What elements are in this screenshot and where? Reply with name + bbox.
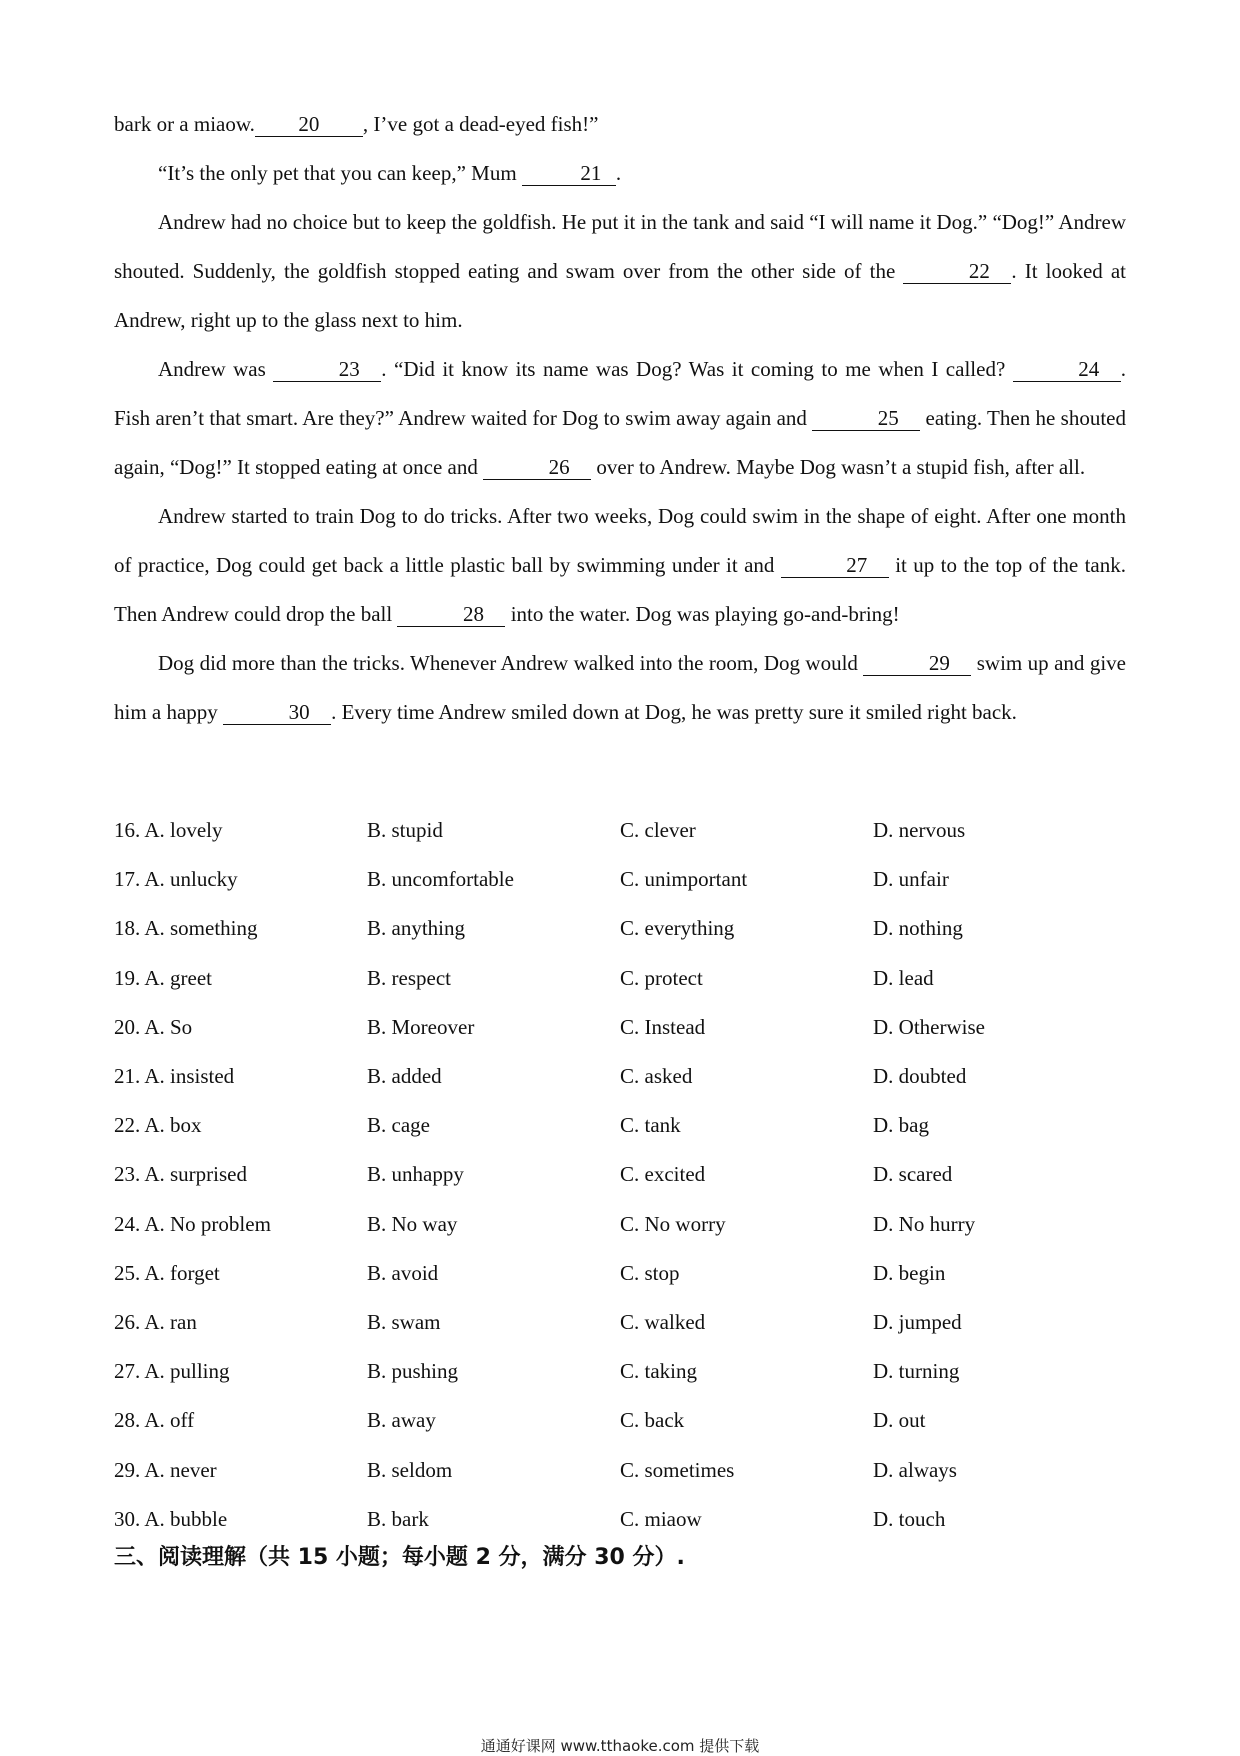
option-b: B. stupid [367, 818, 443, 843]
option-c: C. miaow [620, 1506, 702, 1531]
paragraph-text: Andrew was [158, 357, 274, 381]
option-c: C. tank [620, 1113, 681, 1138]
blank-23: 23 [273, 357, 381, 382]
paragraph-text: eating. Then he shouted again, “Dog!” It stopped eating at once and [114, 406, 1126, 479]
paragraph-text: . “Did it know its name was Dog? Was it coming to me when I called? [381, 357, 1013, 381]
page-footer: 通通好课网 www.tthaoke.com 提供下载 [480, 1737, 760, 1755]
option-a: 26. A. ran [114, 1309, 197, 1334]
option-c: C. Instead [620, 1014, 706, 1039]
option-d: D. lead [873, 965, 934, 990]
option-b: B. seldom [367, 1457, 453, 1482]
option-b: B. unhappy [367, 1162, 464, 1187]
option-c: C. No worry [620, 1211, 726, 1236]
option-d: D. doubted [873, 1064, 967, 1089]
option-a: 20. A. So [114, 1014, 193, 1039]
blank-30: 30 [223, 700, 331, 725]
option-d: D. scared [873, 1162, 953, 1187]
option-d: D. touch [873, 1506, 946, 1531]
paragraph-3 [114, 198, 1126, 345]
option-row [114, 806, 1126, 855]
option-d: D. unfair [873, 867, 949, 892]
blank-22: 22 [903, 259, 1011, 284]
paragraph-4 [114, 345, 1126, 492]
option-row [114, 904, 1126, 953]
option-a: 21. A. insisted [114, 1064, 235, 1089]
option-c: C. stop [620, 1260, 680, 1285]
option-b: B. pushing [367, 1359, 459, 1384]
option-row [114, 1052, 1126, 1101]
option-row [114, 1495, 1126, 1544]
option-row [114, 954, 1126, 1003]
paragraph-text: , I’ve got a dead-eyed fish!” [362, 112, 599, 136]
paragraph-text: swim up and give him a happy [114, 651, 1126, 724]
option-row [114, 1249, 1126, 1298]
option-b: B. avoid [367, 1260, 439, 1285]
option-row [114, 1298, 1126, 1347]
option-d: D. nothing [873, 916, 963, 941]
option-c: C. taking [620, 1359, 697, 1384]
blank-24: 24 [1013, 357, 1121, 382]
option-a: 17. A. unlucky [114, 867, 238, 892]
option-c: C. everything [620, 916, 735, 941]
option-a: 19. A. greet [114, 965, 212, 990]
option-a: 23. A. surprised [114, 1162, 247, 1187]
option-d: D. jumped [873, 1309, 962, 1334]
option-c: C. unimportant [620, 867, 748, 892]
option-d: D. nervous [873, 818, 966, 843]
option-a: 25. A. forget [114, 1260, 220, 1285]
option-b: B. anything [367, 916, 465, 941]
option-c: C. protect [620, 965, 703, 990]
option-a: 30. A. bubble [114, 1506, 228, 1531]
option-d: D. bag [873, 1113, 929, 1138]
paragraph-text: . [615, 161, 622, 185]
paragraph-2 [114, 149, 1126, 198]
cloze-passage [114, 100, 1126, 737]
option-b: B. cage [367, 1113, 430, 1138]
paragraph-text: into the water. Dog was playing go-and-bring! [505, 602, 900, 626]
option-b: B. bark [367, 1506, 429, 1531]
option-d: D. always [873, 1457, 957, 1482]
option-c: C. sometimes [620, 1457, 735, 1482]
option-a: 28. A. off [114, 1408, 195, 1433]
option-row [114, 1445, 1126, 1494]
paragraph-text: Andrew started to train Dog to do tricks. After two weeks, Dog could swim in the shape of eight. After one month of practice, Dog could get back a little plastic ball by swimming under it and [114, 504, 1126, 577]
paragraph-5 [114, 492, 1126, 639]
option-b: B. away [367, 1408, 436, 1433]
option-row [114, 1150, 1126, 1199]
option-b: B. No way [367, 1211, 458, 1236]
option-a: 24. A. No problem [114, 1211, 271, 1236]
blank-29: 29 [863, 651, 971, 676]
paragraph-text: . Fish aren’t that smart. Are they?” Andrew waited for Dog to swim away again and [114, 357, 1126, 430]
option-c: C. clever [620, 818, 696, 843]
paragraph-text: . Every time Andrew smiled down at Dog, he was pretty sure it smiled right back. [331, 700, 1017, 724]
option-row [114, 1101, 1126, 1150]
blank-28: 28 [397, 602, 505, 627]
option-d: D. turning [873, 1359, 960, 1384]
section-title: 三、阅读理解（共 15 小题；每小题 2 分，满分 30 分）. [114, 1545, 685, 1570]
paragraph-text: . It looked at Andrew, right up to the glass next to him. [114, 259, 1127, 332]
answer-options [114, 806, 1126, 1544]
option-b: B. uncomfortable [367, 867, 514, 892]
paragraph-text: it up to the top of the tank. Then Andrew could drop the ball [114, 553, 1126, 626]
paragraph-1 [114, 100, 1126, 149]
option-c: C. excited [620, 1162, 706, 1187]
paragraph-text: over to Andrew. Maybe Dog wasn’t a stupid fish, after all. [591, 455, 1086, 479]
option-a: 22. A. box [114, 1113, 202, 1138]
paragraph-6 [114, 639, 1126, 737]
paragraph-text: bark or a miaow. [114, 112, 255, 136]
option-d: D. begin [873, 1260, 946, 1285]
option-a: 27. A. pulling [114, 1359, 230, 1384]
option-d: D. Otherwise [873, 1014, 985, 1039]
option-row [114, 1003, 1126, 1052]
option-row [114, 855, 1126, 904]
option-row [114, 1396, 1126, 1445]
option-c: C. walked [620, 1309, 706, 1334]
option-d: D. No hurry [873, 1211, 976, 1236]
option-row [114, 1347, 1126, 1396]
blank-21: 21 [522, 161, 616, 186]
option-row [114, 1200, 1126, 1249]
paragraph-text: Dog did more than the tricks. Whenever Andrew walked into the room, Dog would [158, 651, 864, 675]
option-a: 16. A. lovely [114, 818, 223, 843]
blank-27: 27 [781, 553, 889, 578]
blank-26: 26 [483, 455, 591, 480]
paragraph-text: Andrew had no choice but to keep the goldfish. He put it in the tank and said “I will name it Dog.” “Dog!” Andrew shouted. Suddenly, the goldfish stopped eating and swam over from the other side of the [114, 210, 1126, 283]
option-a: 18. A. something [114, 916, 258, 941]
option-a: 29. A. never [114, 1457, 217, 1482]
paragraph-text: “It’s the only pet that you can keep,” Mum [158, 161, 522, 185]
option-b: B. added [367, 1064, 442, 1089]
option-d: D. out [873, 1408, 926, 1433]
option-c: C. back [620, 1408, 685, 1433]
option-b: B. swam [367, 1309, 441, 1334]
blank-25: 25 [812, 406, 920, 431]
blank-20: 20 [255, 112, 363, 137]
option-b: B. Moreover [367, 1014, 475, 1039]
option-b: B. respect [367, 965, 451, 990]
option-c: C. asked [620, 1064, 693, 1089]
